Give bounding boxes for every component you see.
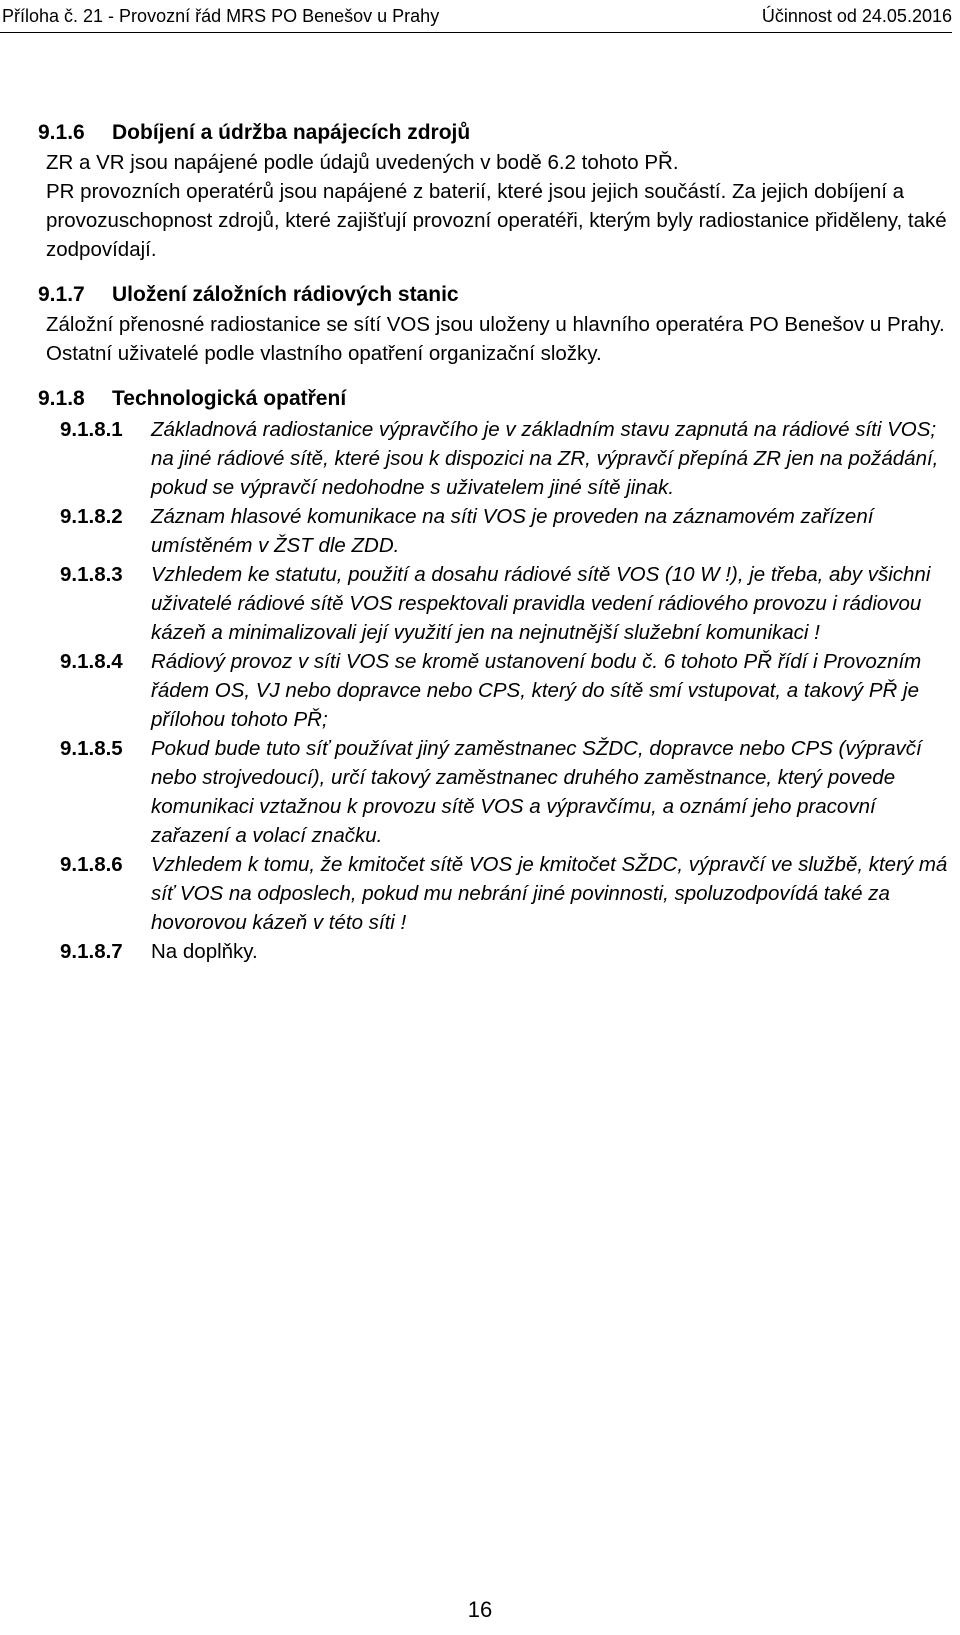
subsection-item [38,850,958,937]
page-number: 16 [467,1597,493,1622]
section-number: 9.1.8 [38,387,85,410]
header-document-title: Příloha č. 21 - Provozní řád MRS PO Benešov u Prahy [2,6,440,26]
section-heading [38,118,958,148]
subsection-item [38,415,958,502]
page-header [0,0,952,33]
subsection-text: Vzhledem ke statutu, použití a dosahu rádiové sítě VOS (10 W !), je třeba, aby všichni uživatelé rádiové sítě VOS respektovali pravidla vedení rádiového provozu i rádiovou kázeň a minimalizovali její využití jen na nejnutnější služební komunikaci ! [151,563,931,644]
subsection-number: 9.1.8.6 [60,853,123,876]
paragraph: ZR a VR jsou napájené podle údajů uvedených v bodě 6.2 tohoto PŘ. [46,151,679,174]
section-9-1-7 [38,280,958,368]
section-heading [38,280,958,310]
subsection-item [38,937,958,966]
subsection-item [38,560,958,647]
section-title: Technologická opatření [112,387,347,410]
section-number: 9.1.7 [38,283,85,306]
subsection-text: Vzhledem k tomu, že kmitočet sítě VOS je kmitočet SŽDC, výpravčí ve službě, který má síť VOS na odposlech, pokud mu nebrání jiné povinnosti, spoluzodpovídá také za hovorovou kázeň v této síti ! [151,853,948,934]
paragraph: Ostatní uživatelé podle vlastního opatření organizační složky. [46,342,602,365]
subsection-item [38,734,958,850]
subsection-text: Základnová radiostanice výpravčího je v základním stavu zapnutá na rádiové síti VOS; na jiné rádiové sítě, které jsou k dispozici na ZR, výpravčí přepíná ZR jen na požádání, pokud se výpravčí nedohodne s uživatelem jiné sítě jinak. [151,418,939,499]
subsection-text: Na doplňky. [151,940,258,963]
subsection-text: Záznam hlasové komunikace na síti VOS je proveden na záznamovém zařízení umístěném v ŽST dle ZDD. [151,505,874,557]
subsection-list [38,415,958,966]
paragraph: PR provozních operatérů jsou napájené z baterií, které jsou jejich součástí. Za jejich dobíjení a provozuschopnost zdrojů, které zajišťují provozní operatéři, kterým byly radiostanice přiděleny, také zodpovídají. [46,180,947,261]
document-body [38,118,958,982]
section-9-1-8 [38,384,958,966]
section-title: Dobíjení a údržba napájecích zdrojů [112,121,471,144]
subsection-text: Rádiový provoz v síti VOS se kromě ustanovení bodu č. 6 tohoto PŘ řídí i Provozním řádem OS, VJ nebo dopravce nebo CPS, který do sítě smí vstupovat, a takový PŘ je přílohou tohoto PŘ; [151,650,922,731]
subsection-number: 9.1.8.2 [60,505,123,528]
subsection-text: Pokud bude tuto síť používat jiný zaměstnanec SŽDC, dopravce nebo CPS (výpravčí nebo strojvedoucí), určí takový zaměstnanec druhého zaměstnance, který povede komunikaci vztažnou k provozu sítě VOS a výpravčímu, a oznámí jeho pracovní zařazení a volací značku. [151,737,922,847]
subsection-number: 9.1.8.1 [60,418,123,441]
section-heading [38,384,958,414]
section-9-1-6 [38,118,958,264]
section-number: 9.1.6 [38,121,85,144]
section-body [38,310,958,368]
header-effective-date: Účinnost od 24.05.2016 [761,6,952,26]
subsection-number: 9.1.8.5 [60,737,123,760]
subsection-item [38,647,958,734]
subsection-number: 9.1.8.4 [60,650,123,673]
subsection-number: 9.1.8.3 [60,563,123,586]
subsection-number: 9.1.8.7 [60,940,123,963]
subsection-item [38,502,958,560]
paragraph: Záložní přenosné radiostanice se sítí VOS jsou uloženy u hlavního operatéra PO Benešov u Prahy. [46,313,945,336]
section-title: Uložení záložních rádiových stanic [112,283,459,306]
section-body [38,148,958,264]
